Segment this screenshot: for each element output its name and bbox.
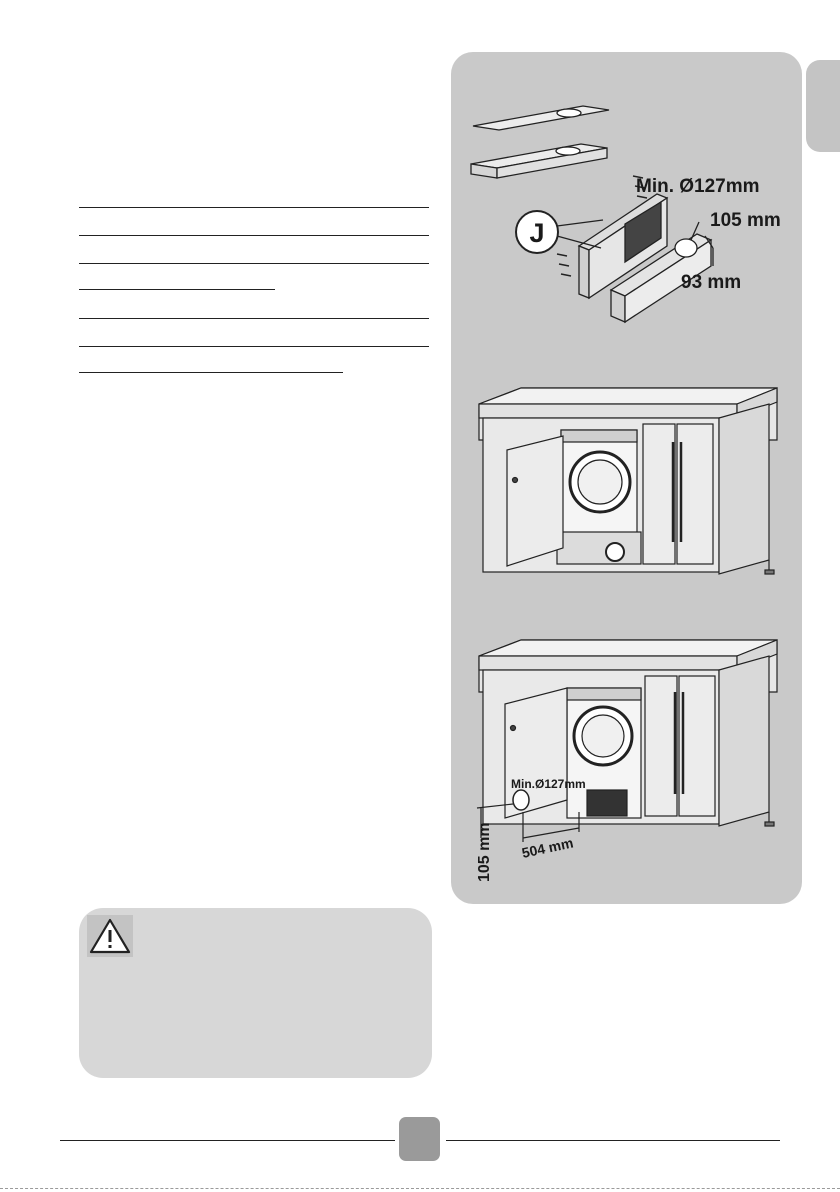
footer-rule-left: [60, 1140, 395, 1141]
fig1-dim-93: 93 mm: [681, 272, 742, 293]
text-line-7: [79, 372, 343, 373]
footer-rule-right: [446, 1140, 780, 1141]
fig3-min-diameter: Min.Ø127mm: [511, 777, 586, 791]
fig3-dim-504: 504 mm: [520, 834, 575, 861]
text-line-1: [79, 207, 429, 208]
installation-illustrations: [451, 52, 802, 904]
text-line-6: [79, 346, 429, 347]
warning-box: [79, 908, 432, 1078]
text-line-3: [79, 263, 429, 264]
fig1-min-diameter: Min. Ø127mm: [636, 176, 760, 197]
text-line-4: [79, 289, 275, 290]
trim-line: [0, 1188, 840, 1189]
figure-cabinet-front-vent: [479, 388, 777, 574]
template-sheet: [473, 106, 609, 130]
fig1-dim-105: 105 mm: [710, 210, 781, 231]
warning-triangle-icon: [87, 915, 133, 957]
figure-cabinet-side-vent: [477, 640, 777, 842]
text-line-5: [79, 318, 429, 319]
language-side-tab: [806, 60, 840, 152]
illustration-panel: [451, 52, 802, 904]
page-number-badge: [399, 1117, 440, 1161]
fig3-dim-105: 105 mm: [476, 822, 493, 882]
part-j-label: J: [529, 218, 545, 248]
figure-vent-parts: [471, 106, 713, 322]
text-line-2: [79, 235, 429, 236]
